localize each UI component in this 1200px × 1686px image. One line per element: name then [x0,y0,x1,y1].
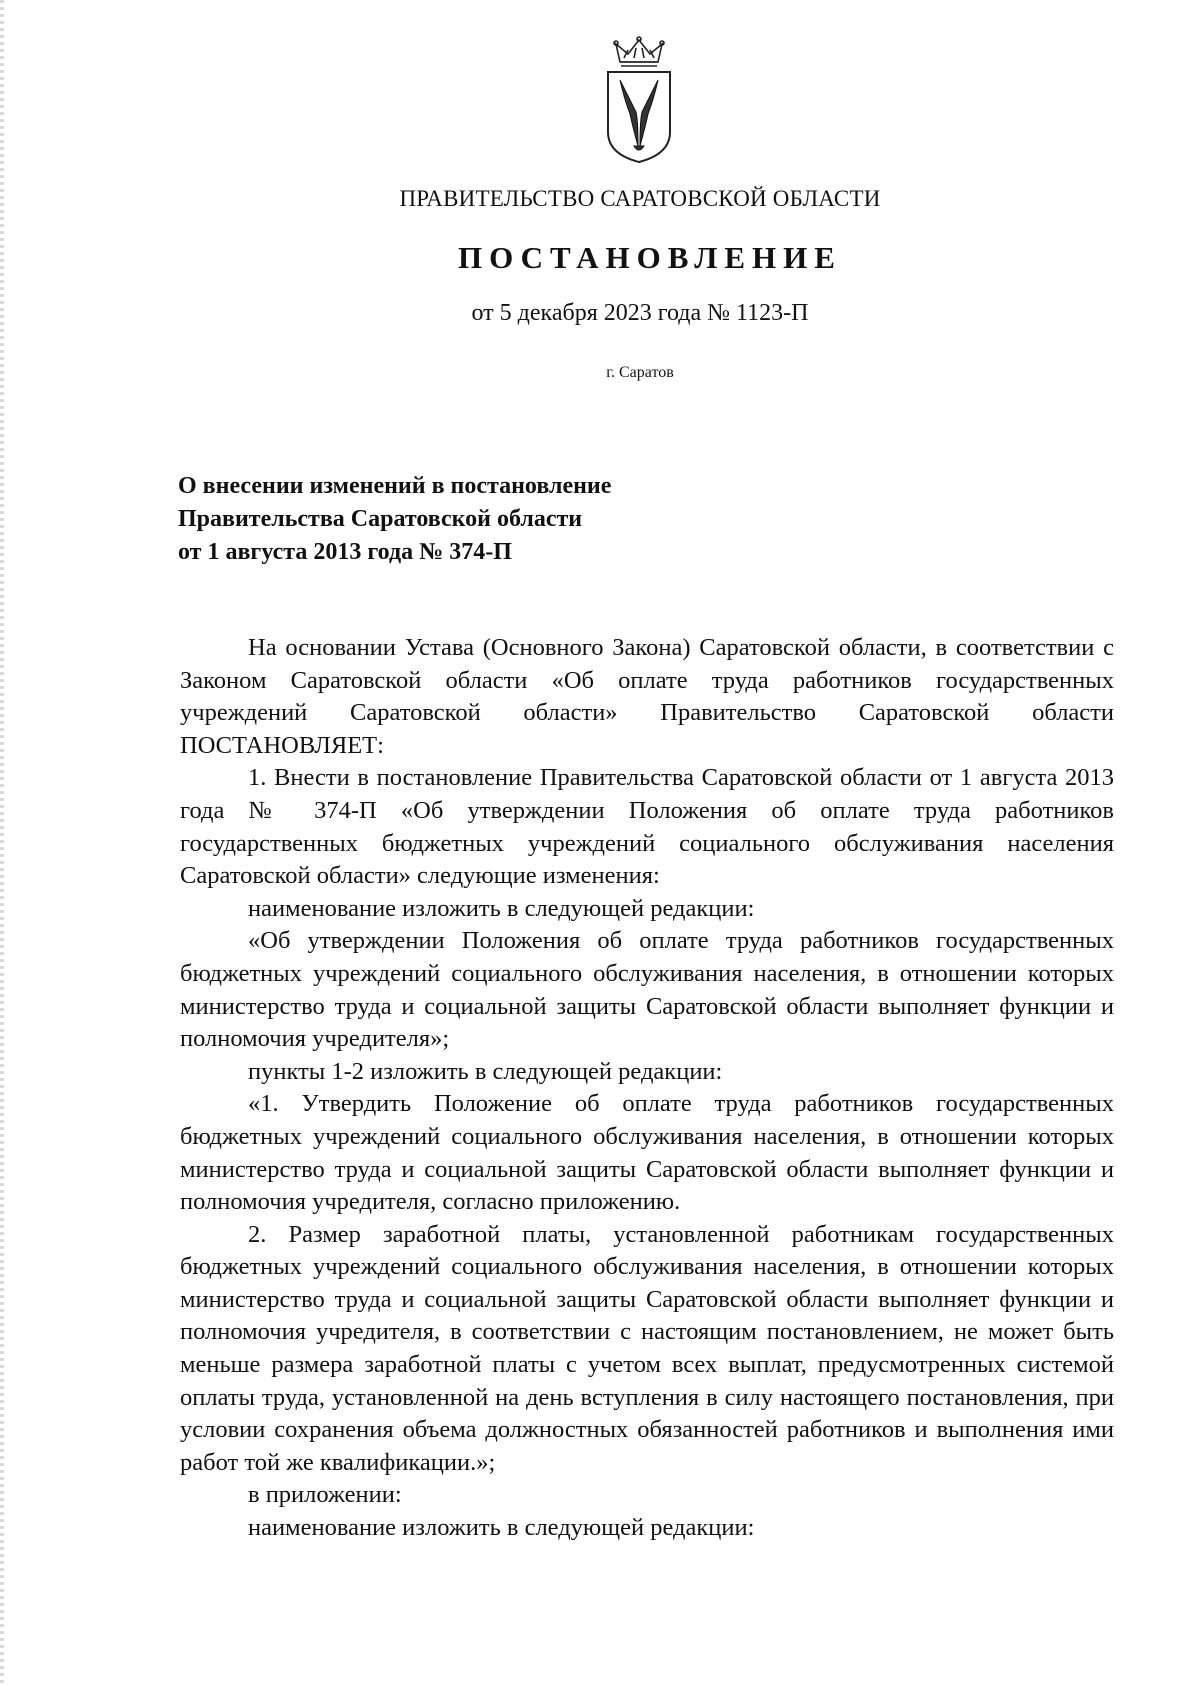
body-paragraph: 2. Размер заработной платы, установленной работникам государственных бюджетных учреждений социального обслуживания населения, в отношении которых министерство труда и социальной защиты Саратовской области выполняет функции и полномочия учредителя, в соответствии с настоящим постановлением, не может быть меньше размера заработной платы с учетом всех выплат, предусмотренных системой оплаты труда, установленной на день вступления в силу настоящего постановления, при условии сохранения объема должностных обязанностей работников и выполнения ими работ той же квалификации.»; [180,1220,1114,1476]
title-line: Правительства Саратовской области [178,506,583,532]
body-paragraph: в приложении: [248,1481,402,1509]
title-line: от 1 августа 2013 года № 374-П [178,539,512,565]
body-paragraph: 1. Внести в постановление Правительства Саратовской области от 1 августа 2013 года № 374-П «Об утверждении Положения об оплате труда работников государственных бюджетных учреждений социального обслуживания населения Саратовской области» следующие изменения: [180,764,1114,890]
body-paragraph: На основании Устава (Основного Закона) Саратовской области, в соответствии с Законом Саратовской области «Об оплате труда работников государственных учреждений Саратовской области» Правительство Саратовской области ПОСТАНОВЛЯЕТ: [180,634,1114,759]
government-name: ПРАВИТЕЛЬСТВО САРАТОВСКОЙ ОБЛАСТИ [399,186,881,211]
document-date-number: от 5 декабря 2023 года № 1123-П [471,300,809,326]
saratov-coat-of-arms-icon [598,36,680,168]
document-body [180,632,1114,1545]
body-paragraph: наименование изложить в следующей редакции: [248,894,755,922]
body-paragraph: пункты 1-2 изложить в следующей редакции: [248,1057,723,1085]
body-paragraph: «Об утверждении Положения об оплате труда работников государственных бюджетных учреждений социального обслуживания населения, в отношении которых министерство труда и социальной защиты Саратовской области выполняет функции и полномочия учредителя»; [180,927,1114,1053]
document-title [178,470,738,569]
body-paragraph: наименование изложить в следующей редакции: [248,1514,755,1542]
body-paragraph: «1. Утвердить Положение об оплате труда работников государственных бюджетных учреждений социального обслуживания населения, в отношении которых министерство труда и социальной защиты Саратовской области выполняет функции и полномочия учредителя, согласно приложению. [180,1090,1114,1216]
title-line: О внесении изменений в постановление [178,473,612,499]
document-type: ПОСТАНОВЛЕНИЕ [458,240,842,275]
document-city: г. Саратов [606,364,674,381]
